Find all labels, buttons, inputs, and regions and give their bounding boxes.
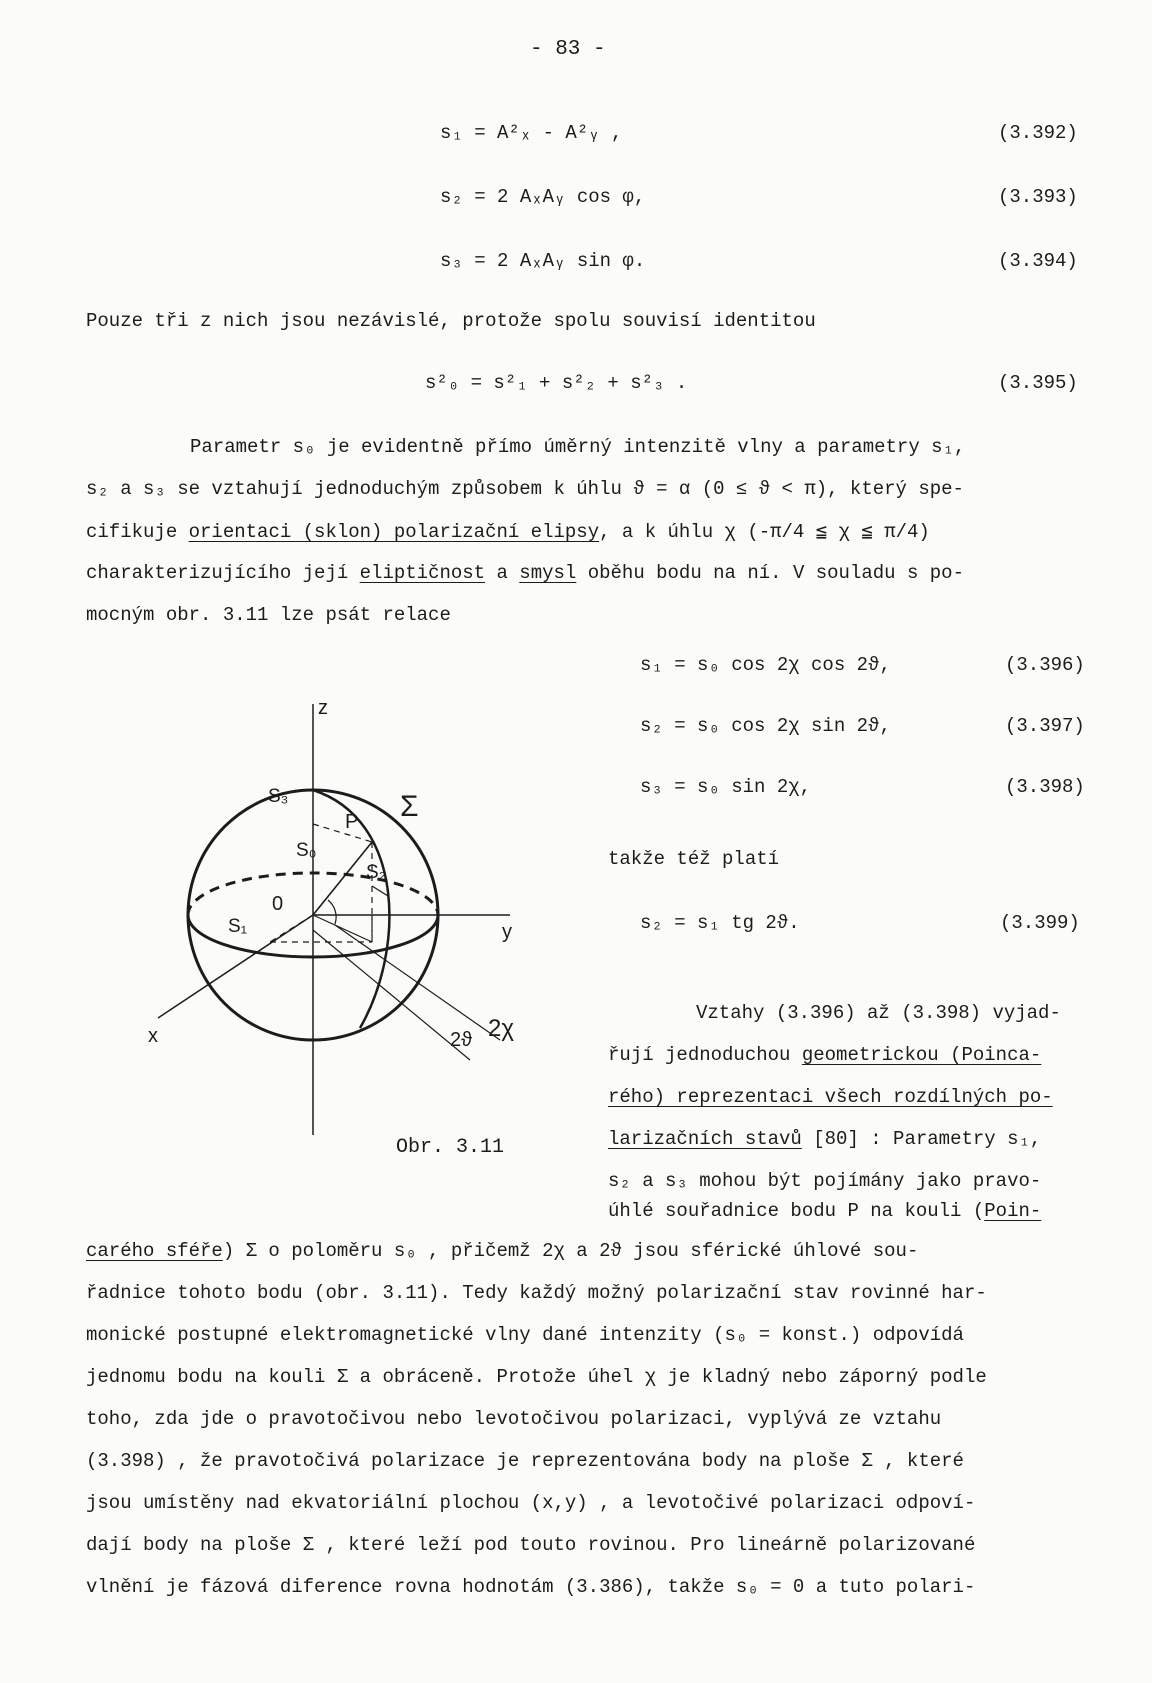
z-label: z [318, 697, 328, 719]
label-s3: S₃ [268, 786, 289, 807]
paragraph-2-line-5: mocným obr. 3.11 lze psát relace [86, 604, 451, 626]
equation-3-395: s²₀ = s²₁ + s²₂ + s²₃ . [425, 372, 688, 394]
vector-s0 [313, 842, 372, 915]
underlined-term: eliptičnost [359, 562, 486, 584]
leader-2chi [335, 925, 500, 1040]
leader-s2 [372, 886, 388, 896]
label-sigma: Σ [400, 790, 419, 823]
figure-caption: Obr. 3.11 [396, 1136, 505, 1159]
equation-3-396: s₁ = s₀ cos 2χ cos 2ϑ, [640, 654, 891, 676]
takze-line: takže též platí [608, 848, 780, 870]
paragraph-3-line-3: monické postupné elektromagnetické vlny dané intenzity (s₀ = konst.) odpovídá [86, 1324, 964, 1346]
equation-3-392: s₁ = A²ₓ - A²ᵧ , [440, 122, 623, 144]
text: ) Σ o poloměru s₀ , přičemž 2χ a 2ϑ jsou sférické úhlové sou- [222, 1240, 919, 1262]
underlined-term: orientaci (sklon) polarizační elipsy [188, 521, 600, 543]
equation-3-397: s₂ = s₀ cos 2χ sin 2ϑ, [640, 715, 891, 737]
equation-number-3-399: (3.399) [1000, 912, 1080, 934]
equation-number-3-392: (3.392) [998, 122, 1078, 144]
label-origin: 0 [272, 893, 284, 915]
paragraph-3-line-7: jsou umístěny nad ekvatoriální plochou (x,y) , a levotočivé polarizaci odpoví- [86, 1492, 976, 1514]
label-2theta: 2ϑ [450, 1029, 473, 1051]
text: , a k úhlu χ (-π/4 ≦ χ ≦ π/4) [599, 521, 930, 543]
paragraph-1: Pouze tři z nich jsou nezávislé, protože spolu souvisí identitou [86, 310, 816, 332]
poincare-sphere-figure [130, 690, 610, 1170]
label-s1: S₁ [228, 916, 248, 937]
text: cifikuje [86, 521, 189, 543]
paragraph-3-right-line-3: rého) reprezentaci všech rozdílných po- [608, 1086, 1053, 1108]
paragraph-3-right-line-4 [608, 1128, 1041, 1150]
y-label: y [502, 921, 512, 943]
paragraph-3-right-line-5: s₂ a s₃ mohou být pojímány jako pravo- [608, 1170, 1042, 1192]
equation-3-399: s₂ = s₁ tg 2ϑ. [640, 912, 800, 934]
paragraph-3-line-6: (3.398) , že pravotočivá polarizace je reprezentována body na ploše Σ , které [86, 1450, 964, 1472]
label-s0: S₀ [296, 840, 317, 861]
page-number: - 83 - [530, 38, 606, 61]
label-s2: S₂ [366, 862, 387, 883]
leader-2theta [313, 930, 473, 1060]
paragraph-3-line-5: toho, zda jde o pravotočivou nebo levotočivou polarizaci, vyplývá ze vztahu [86, 1408, 942, 1430]
underlined-term: geometrickou (Poinca- [801, 1044, 1042, 1066]
equation-3-393: s₂ = 2 AₓAᵧ cos φ, [440, 186, 646, 208]
angle-arc [328, 900, 336, 924]
label-2chi: 2χ [488, 1015, 514, 1042]
underlined-term: carého sféře [86, 1240, 223, 1262]
paragraph-3-line-4: jednomu bodu na kouli Σ a obráceně. Protože úhel χ je kladný nebo záporný podle [86, 1366, 987, 1388]
equation-number-3-397: (3.397) [1005, 715, 1085, 737]
text: řují jednoduchou [608, 1044, 802, 1066]
equation-number-3-398: (3.398) [1005, 776, 1085, 798]
paragraph-2-line-4 [86, 562, 964, 584]
equation-3-394: s₃ = 2 AₓAᵧ sin φ. [440, 250, 646, 272]
paragraph-3-right-line-1: Vztahy (3.396) až (3.398) vyjad- [696, 1002, 1061, 1024]
equation-number-3-395: (3.395) [998, 372, 1078, 394]
text: úhlé souřadnice bodu P na kouli ( [608, 1200, 985, 1222]
text: [80] : Parametry s₁, [801, 1128, 1042, 1150]
equation-3-398: s₃ = s₀ sin 2χ, [640, 776, 812, 798]
paragraph-3-right-line-2 [608, 1044, 1041, 1066]
paragraph-3-right-line-6 [608, 1200, 1041, 1222]
paragraph-2-line-3 [86, 520, 930, 543]
paragraph-3-line-1 [86, 1240, 918, 1262]
underlined-term: smysl [519, 562, 577, 584]
label-p: P [345, 811, 359, 833]
paragraph-2-line-2: s₂ a s₃ se vztahují jednoduchým způsobem k úhlu ϑ = α (0 ≤ ϑ < π), který spe- [86, 478, 964, 500]
underlined-term: Poin- [984, 1200, 1042, 1222]
paragraph-3-line-9: vlnění je fázová diference rovna hodnotám (3.386), takže s₀ = 0 a tuto polari- [86, 1576, 976, 1598]
x-label: x [148, 1025, 158, 1047]
text: charakterizujícího její [86, 562, 360, 584]
equation-number-3-396: (3.396) [1005, 654, 1085, 676]
underlined-term: larizačních stavů [608, 1128, 802, 1150]
text: oběhu bodu na ní. V souladu s po- [576, 562, 964, 584]
equation-number-3-393: (3.393) [998, 186, 1078, 208]
equation-number-3-394: (3.394) [998, 250, 1078, 272]
paragraph-2-line-1: Parametr s₀ je evidentně přímo úměrný intenzitě vlny a parametry s₁, [190, 436, 966, 458]
paragraph-3-line-2: řadnice tohoto bodu (obr. 3.11). Tedy každý možný polarizační stav rovinné har- [86, 1282, 987, 1304]
paragraph-3-line-8: dají body na ploše Σ , které leží pod touto rovinou. Pro lineárně polarizované [86, 1534, 976, 1556]
text: a [485, 562, 520, 584]
